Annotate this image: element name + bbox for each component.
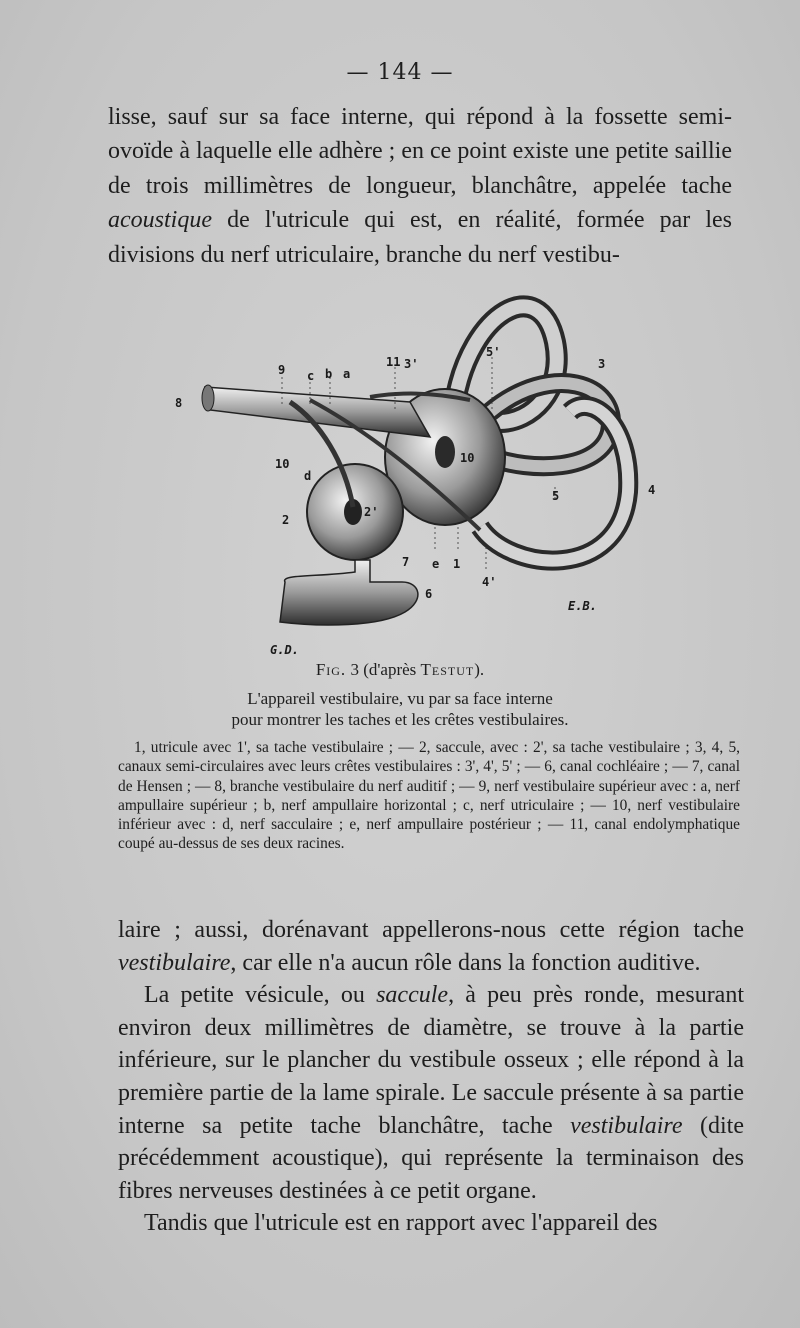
page-number: — 144 —	[346, 60, 454, 85]
fig-label-2: 2	[282, 513, 290, 527]
caption-subtitle-line-2: pour montrer les taches et les crêtes vestibulaires.	[231, 710, 569, 729]
fig-label-1: 1	[453, 557, 461, 571]
fig-label-8: 8	[175, 396, 183, 410]
figure-legend	[118, 738, 740, 854]
paragraph-1-text-2: , car elle n'a aucun rôle dans la fonction auditive.	[230, 949, 701, 976]
fig-label-6: 6	[425, 587, 433, 601]
fig-label-11: 11	[386, 355, 401, 369]
fig-label-a: a	[343, 367, 351, 381]
fig-label-c: c	[307, 369, 315, 383]
caption-fig-number: 3 (d'après	[350, 660, 417, 679]
fig-label-4-prime: 4'	[482, 575, 497, 589]
paragraph-2-text-2: , à peu près ronde, mesurant environ deux millimètres de diamètre, se trouve à la partie inférieure, sur le plancher du vestibule osseux ; elle répond à la première partie de la lame spirale. Le saccule présente à sa partie interne sa petite tache blanchâtre, tache	[118, 982, 745, 1139]
fig-label-b: b	[325, 367, 333, 381]
fig-label-10-ampulla: 10	[460, 451, 475, 465]
fig-label-5: 5	[552, 489, 560, 503]
vestibular-apparatus-figure	[170, 282, 656, 662]
top-paragraph-text-2: de l'utricule qui est, en réalité, formée par les divisions du nerf utriculaire, branche du nerf vestibu-	[108, 207, 732, 268]
illustrator-signature-right: E.B.	[568, 599, 597, 613]
illustrator-signature-left: G.D.	[270, 643, 299, 657]
paragraph-3-text: Tandis que l'utricule est en rapport avec l'appareil des	[144, 1210, 658, 1237]
figure-caption-subtitle	[0, 688, 800, 730]
paragraph-2-italic-2: vestibulaire	[570, 1112, 683, 1139]
fig-label-3: 3	[598, 357, 606, 371]
caption-subtitle-line-1: L'appareil vestibulaire, vu par sa face interne	[247, 689, 553, 708]
vestibular-apparatus-drawing	[170, 282, 656, 662]
fig-label-5-prime: 5'	[486, 345, 501, 359]
figure-caption-title	[0, 660, 800, 680]
paragraph-2-text-3: (dite précédemment acoustique), qui représente la terminaison des fibres nerveuses destinées à ce petit organe.	[118, 1112, 745, 1204]
fig-label-10: 10	[275, 457, 290, 471]
fig-label-9: 9	[278, 363, 286, 377]
top-paragraph-text-1: lisse, sauf sur sa face interne, qui répond à la fossette semi-ovoïde à laquelle elle adhère ; en ce point existe une petite saillie de trois millimètres de longueur, blanchâtre, appelée tache	[108, 104, 732, 199]
bottom-paragraphs	[118, 914, 744, 1240]
fig-label-2-prime: 2'	[364, 505, 379, 519]
figure-legend-text: 1, utricule avec 1', sa tache vestibulaire ; — 2, saccule, avec : 2', sa tache vestibulaire ; 3, 4, 5, canaux semi-circulaires avec leurs crêtes vestibulaires : 3', 4', 5' ; — 6, canal cochléaire ; — 7, canal de Hensen ; — 8, branche vestibulaire du nerf auditif ; — 9, nerf vestibulaire supérieur avec : a, nerf ampullaire supérieur ; b, nerf ampullaire horizontal ; c, nerf utriculaire ; — 10, nerf vestibulaire inférieur avec : d, nerf sacculaire ; e, nerf ampullaire postérieur ; — 11, canal endolymphatique coupé au-dessus de ses deux racines.	[118, 739, 740, 853]
caption-close: ).	[474, 660, 485, 679]
fig-label-e: e	[432, 557, 440, 571]
caption-author: Testut	[420, 660, 475, 679]
fig-label-3-prime: 3'	[404, 357, 419, 371]
paragraph-2-text-1: La petite vésicule, ou	[144, 982, 377, 1009]
top-paragraph-italic: acoustique	[108, 207, 212, 234]
fig-label-7: 7	[402, 555, 410, 569]
fig-label-d: d	[304, 469, 312, 483]
paragraph-1-text-1: laire ; aussi, dorénavant appellerons-nous cette région tache	[118, 917, 744, 943]
paragraph-1-italic: vestibulaire	[118, 949, 231, 976]
fig-label-4: 4	[648, 483, 656, 497]
top-paragraph	[108, 100, 732, 272]
paragraph-2-italic-1: saccule	[376, 982, 449, 1009]
caption-fig-word: Fig.	[315, 660, 347, 679]
